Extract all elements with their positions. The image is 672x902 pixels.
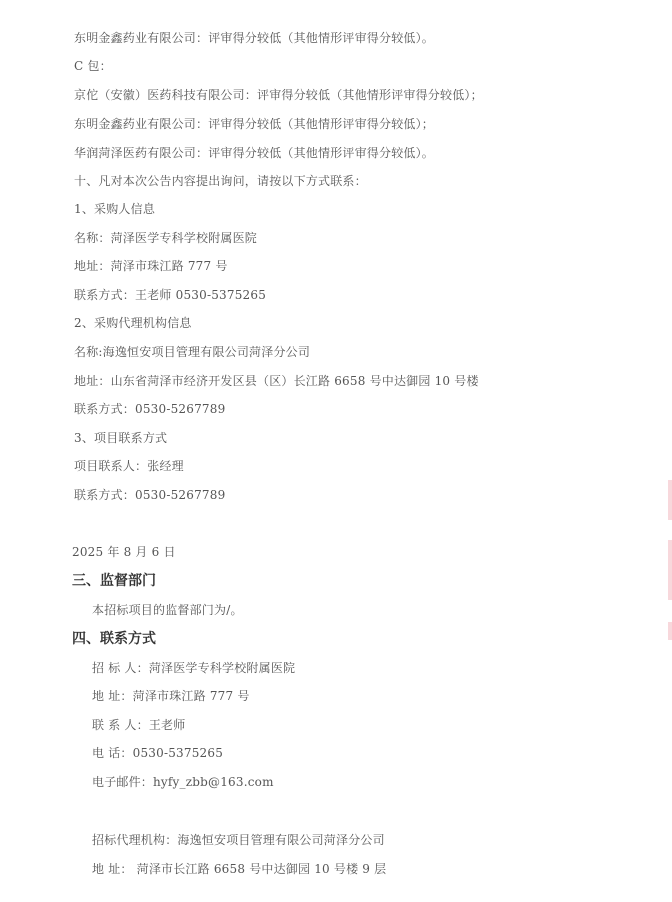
stamp-mark [668,540,672,600]
tenderer-line: 招 标 人：菏泽医学专科学校附属医院 [92,661,296,675]
supervision-heading: 三、监督部门 [72,573,156,589]
contact-heading: 四、联系方式 [72,631,156,647]
project-contact: 联系方式：0530-5267789 [74,488,226,502]
agency-contact: 联系方式：0530-5267789 [74,402,226,416]
package-c-item: 华润菏泽医药有限公司：评审得分较低（其他情形评审得分较低）。 [74,146,435,160]
agency-name: 名称:海逸恒安项目管理有限公司菏泽分公司 [74,345,311,359]
supervision-text: 本招标项目的监督部门为/。 [92,603,243,617]
tenderer-address: 地 址：菏泽市珠江路 777 号 [92,689,250,703]
purchaser-address: 地址：菏泽市珠江路 777 号 [74,259,228,273]
package-c-label: C 包： [74,59,112,73]
agency-address: 地址：山东省菏泽市经济开发区县（区）长江路 6658 号中达御园 10 号楼 [74,374,479,388]
agency-line: 招标代理机构：海逸恒安项目管理有限公司菏泽分公司 [92,833,385,847]
project-title: 3、项目联系方式 [74,431,168,445]
purchaser-name: 名称：菏泽医学专科学校附属医院 [74,231,258,245]
contact-phone: 电 话：0530-5375265 [92,746,224,760]
section10-title: 十、凡对本次公告内容提出询问，请按以下方式联系： [74,174,367,188]
text-line: 东明金鑫药业有限公司：评审得分较低（其他情形评审得分较低）。 [74,31,435,45]
project-person: 项目联系人：张经理 [74,459,184,473]
contact-email: 电子邮件：hyfy_zbb@163.com [92,775,274,789]
purchaser-contact: 联系方式：王老师 0530-5375265 [74,288,267,302]
announcement-date: 2025 年 8 月 6 日 [72,545,176,559]
package-c-item: 京佗（安徽）医药科技有限公司：评审得分较低（其他情形评审得分较低）； [74,88,483,102]
contact-person: 联 系 人：王老师 [92,718,186,732]
stamp-mark [668,480,672,520]
purchaser-title: 1、采购人信息 [74,202,156,216]
package-c-item: 东明金鑫药业有限公司：评审得分较低（其他情形评审得分较低）； [74,117,435,131]
agency-title: 2、采购代理机构信息 [74,316,192,330]
agency-address-line: 地 址： 菏泽市长江路 6658 号中达御园 10 号楼 9 层 [92,862,387,876]
stamp-mark [668,622,672,640]
